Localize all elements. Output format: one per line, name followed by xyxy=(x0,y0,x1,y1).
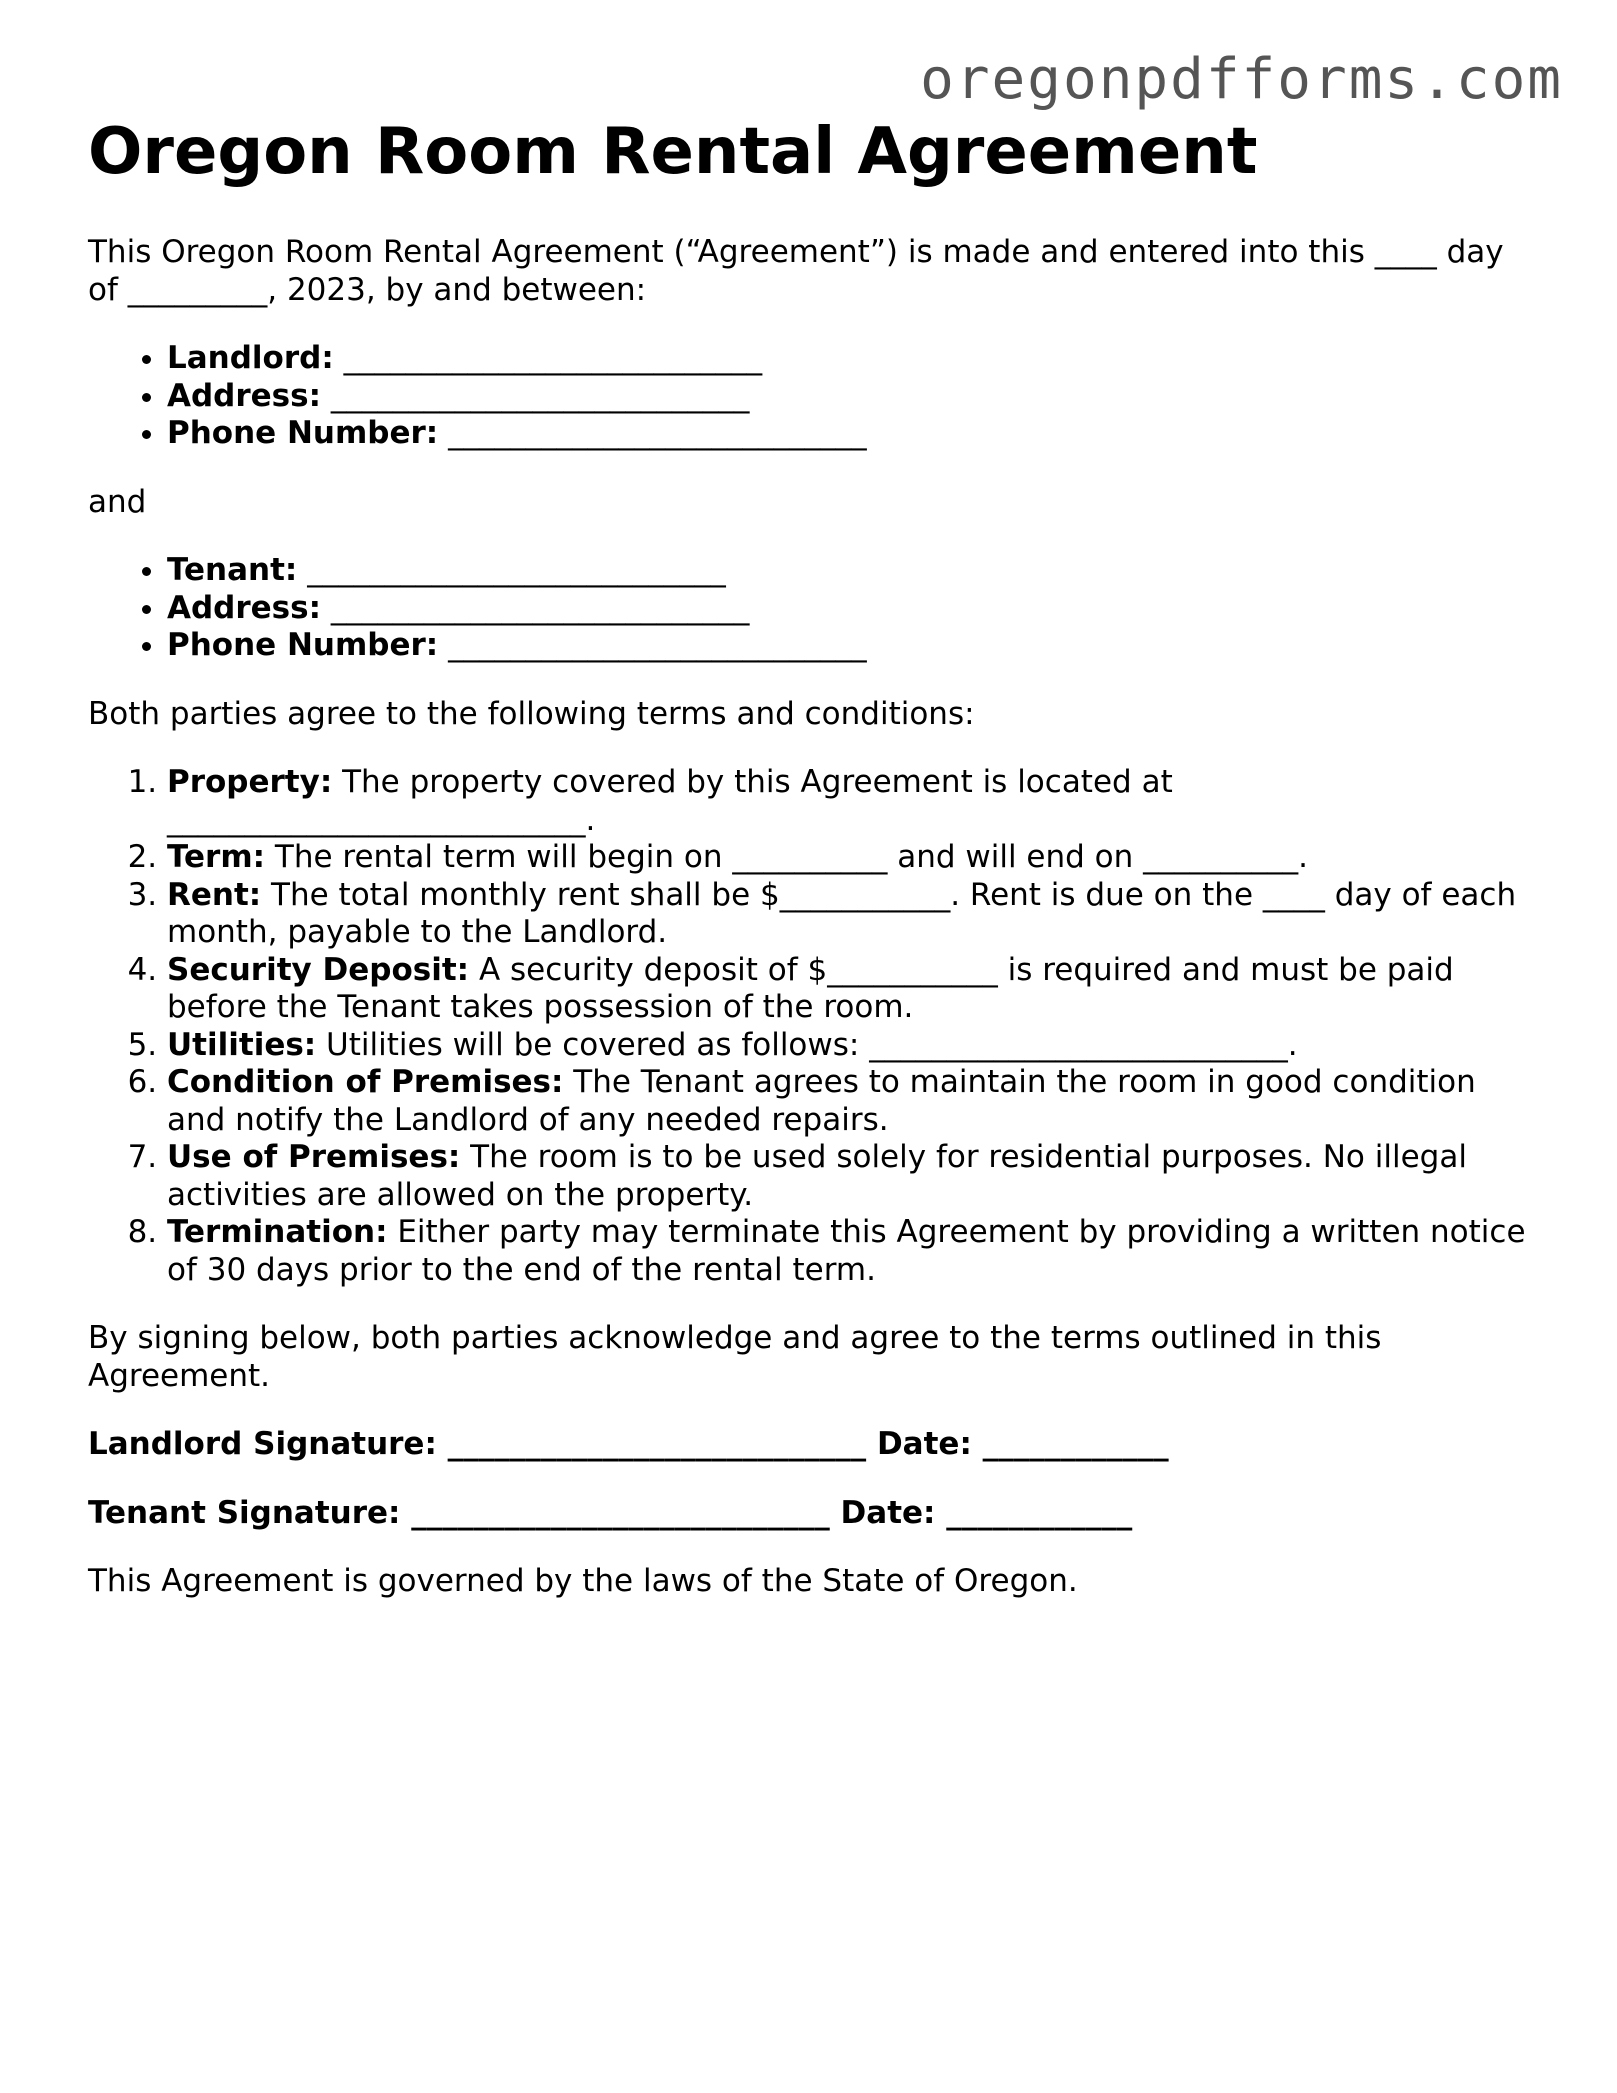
term-text-term: The rental term will begin on __________ and will end on __________. xyxy=(274,839,1309,875)
term-text-use: The room is to be used solely for residential purposes. No illegal activities are allowed on the property. xyxy=(167,1139,1467,1213)
term-item-rent xyxy=(167,877,1528,952)
landlord-name-blank[interactable]: ___________________________ xyxy=(343,340,763,376)
landlord-phone-item xyxy=(167,415,1528,453)
document-page xyxy=(88,112,1528,1601)
term-label-condition: Condition of Premises: xyxy=(167,1064,564,1100)
term-item-term xyxy=(167,839,1528,877)
page-title: Oregon Room Rental Agreement xyxy=(88,115,1258,189)
term-text-utilities: Utilities will be covered as follows: ___________________________. xyxy=(326,1026,1298,1063)
term-text-rent: The total monthly rent shall be $___________. Rent is due on the ____ day of each month, payable to the Landlord. xyxy=(167,876,1517,950)
landlord-name-item xyxy=(167,340,1528,378)
intro-paragraph: This Oregon Room Rental Agreement (“Agreement”) is made and entered into this ____ day of _________, 2023, by and between: xyxy=(88,234,1504,308)
tenant-details-list xyxy=(88,552,1528,665)
landlord-address-label: Address: xyxy=(167,377,321,414)
and-text: and xyxy=(88,483,147,520)
term-label-security-deposit: Security Deposit: xyxy=(167,951,470,988)
tenant-signature-line[interactable] xyxy=(88,1495,1528,1533)
landlord-address-blank[interactable]: ___________________________ xyxy=(330,377,750,414)
term-item-condition xyxy=(167,1064,1528,1139)
governing-law-statement: This Agreement is governed by the laws of the State of Oregon. xyxy=(88,1563,1078,1599)
tenant-name-item xyxy=(167,552,1528,590)
tenant-address-label: Address: xyxy=(167,589,321,626)
term-text-property: The property covered by this Agreement is located at ___________________________. xyxy=(167,764,1173,838)
terms-list xyxy=(88,764,1528,1289)
term-label-termination: Termination: xyxy=(167,1214,388,1250)
tenant-name-blank[interactable]: ___________________________ xyxy=(307,552,726,588)
term-item-use xyxy=(167,1139,1528,1214)
landlord-phone-label: Phone Number: xyxy=(167,415,439,451)
tenant-address-blank[interactable]: ___________________________ xyxy=(330,589,750,626)
landlord-phone-blank[interactable]: ___________________________ xyxy=(448,415,867,451)
term-label-use: Use of Premises: xyxy=(167,1139,461,1175)
term-label-property: Property: xyxy=(167,764,333,800)
tenant-signature-label[interactable]: Tenant Signature: ___________________________ xyxy=(88,1494,830,1531)
landlord-signature-label[interactable]: Landlord Signature: ___________________________ xyxy=(88,1426,867,1462)
term-label-term: Term: xyxy=(167,839,266,875)
term-item-utilities xyxy=(167,1027,1528,1065)
watermark-site-name: oregonpdfforms.com xyxy=(920,47,1563,112)
term-item-security-deposit xyxy=(167,952,1528,1027)
landlord-address-item xyxy=(167,378,1528,416)
term-text-termination: Either party may terminate this Agreement by providing a written notice of 30 days prior to the end of the rental term. xyxy=(167,1214,1526,1288)
tenant-name-label: Tenant: xyxy=(167,552,298,588)
acknowledge-paragraph: By signing below, both parties acknowledge and agree to the terms outlined in this Agreement. xyxy=(88,1320,1382,1394)
landlord-signature-date[interactable]: Date: ____________ xyxy=(876,1426,1169,1462)
term-label-rent: Rent: xyxy=(167,876,262,913)
tenant-phone-label: Phone Number: xyxy=(167,627,439,663)
term-item-property xyxy=(167,764,1528,839)
tenant-phone-item xyxy=(167,627,1528,665)
term-label-utilities: Utilities: xyxy=(167,1026,317,1063)
tenant-signature-date[interactable]: Date: ____________ xyxy=(840,1494,1133,1531)
terms-intro: Both parties agree to the following terms and conditions: xyxy=(88,695,975,732)
tenant-address-item xyxy=(167,590,1528,628)
term-text-security-deposit: A security deposit of $___________ is required and must be paid before the Tenant takes possession of the room. xyxy=(167,951,1454,1025)
term-item-termination xyxy=(167,1214,1528,1289)
landlord-signature-line[interactable] xyxy=(88,1426,1528,1464)
term-text-condition: The Tenant agrees to maintain the room in good condition and notify the Landlord of any needed repairs. xyxy=(167,1064,1476,1138)
tenant-phone-blank[interactable]: ___________________________ xyxy=(448,627,867,663)
landlord-name-label: Landlord: xyxy=(167,340,334,376)
landlord-details-list xyxy=(88,340,1528,453)
